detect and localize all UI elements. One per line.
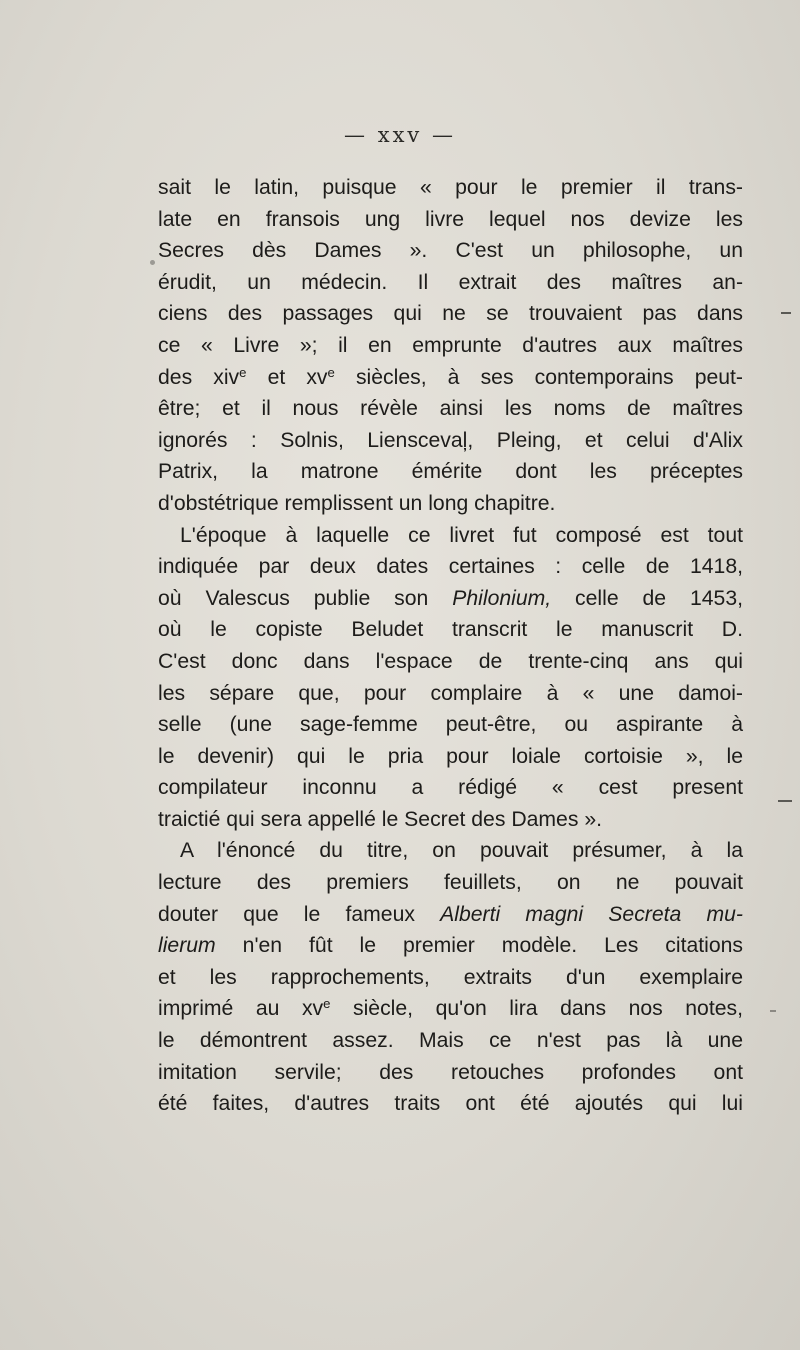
text-line: et les rapprochements, extraits d'un exemplaire xyxy=(158,965,743,989)
margin-speck xyxy=(770,1010,776,1012)
text-line: Secres dès Dames ». C'est un philosophe, un xyxy=(158,239,743,263)
text-line: le devenir) qui le pria pour loiale cortoisie », le xyxy=(158,744,743,768)
text-line: où le copiste Beludet transcrit le manuscrit D. xyxy=(158,618,743,642)
text-line: le démontrent assez. Mais ce n'est pas là une xyxy=(158,1029,743,1053)
text-line: ce « Livre »; il en emprunte d'autres aux maîtres xyxy=(158,333,743,357)
text-fragment: des xiv xyxy=(158,365,240,389)
text-fragment: et xv xyxy=(246,365,328,389)
text-fragment: Philonium, xyxy=(452,586,552,610)
text-line: sait le latin, puisque « pour le premier il trans- xyxy=(158,176,743,199)
text-line: été faites, d'autres traits ont été ajoutés qui lui xyxy=(158,1092,743,1116)
text-line: érudit, un médecin. Il extrait des maîtres an- xyxy=(158,270,743,294)
text-line: A l'énoncé du titre, on pouvait présumer, à la xyxy=(180,839,743,863)
text-fragment: lierum xyxy=(158,934,216,958)
text-line xyxy=(158,899,743,931)
text-fragment: siècle, qu'on lira dans nos notes, xyxy=(330,997,743,1021)
text-line: C'est donc dans l'espace de trente-cinq ans qui xyxy=(158,649,743,673)
text-fragment: siècles, à ses contemporains peut- xyxy=(334,365,743,389)
text-line: L'époque à laquelle ce livret fut composé est tout xyxy=(180,523,743,547)
text-line: compilateur inconnu a rédigé « cest present xyxy=(158,776,743,800)
page-number: — xxv — xyxy=(344,123,456,147)
text-line: late en fransois ung livre lequel nos devize les xyxy=(158,207,743,231)
text-line: traictié qui sera appellé le Secret des Dames ». xyxy=(158,807,602,831)
text-line: selle (une sage-femme peut-être, ou aspirante à xyxy=(158,713,743,737)
text-line: imitation servile; des retouches profondes ont xyxy=(158,1060,743,1084)
text-line: Patrix, la matrone émérite dont les préceptes xyxy=(158,460,743,484)
text-fragment: celle de 1453, xyxy=(551,586,743,610)
text-fragment: douter que le fameux xyxy=(158,902,441,926)
text-fragment: e xyxy=(323,996,331,1012)
text-line: ignorés : Solnis, Lienscevaļ, Pleing, et celui d'Alix xyxy=(158,428,743,452)
body-text xyxy=(158,172,743,1120)
text-line: lecture des premiers feuillets, on ne pouvait xyxy=(158,871,743,895)
margin-speck xyxy=(781,312,791,314)
text-fragment: n'en fût le premier modèle. Les citations xyxy=(215,934,743,958)
text-fragment: e xyxy=(239,364,247,380)
text-line: d'obstétrique remplissent un long chapitre. xyxy=(158,491,556,515)
text-line xyxy=(158,362,743,394)
text-line: ciens des passages qui ne se trouvaient pas dans xyxy=(158,302,743,326)
text-fragment: où Valescus publie son xyxy=(158,586,453,610)
text-line xyxy=(158,930,743,962)
text-line xyxy=(158,993,743,1025)
text-fragment: imprimé au xv xyxy=(158,997,324,1021)
text-line xyxy=(158,583,743,615)
text-line: être; et il nous révèle ainsi les noms de maîtres xyxy=(158,397,743,421)
text-fragment: e xyxy=(327,364,335,380)
margin-speck xyxy=(778,800,792,802)
text-line: les sépare que, pour complaire à « une damoi- xyxy=(158,681,743,705)
text-line: indiquée par deux dates certaines : celle de 1418, xyxy=(158,555,743,579)
margin-speck xyxy=(150,260,155,265)
text-fragment: Alberti magni Secreta mu- xyxy=(440,902,743,926)
